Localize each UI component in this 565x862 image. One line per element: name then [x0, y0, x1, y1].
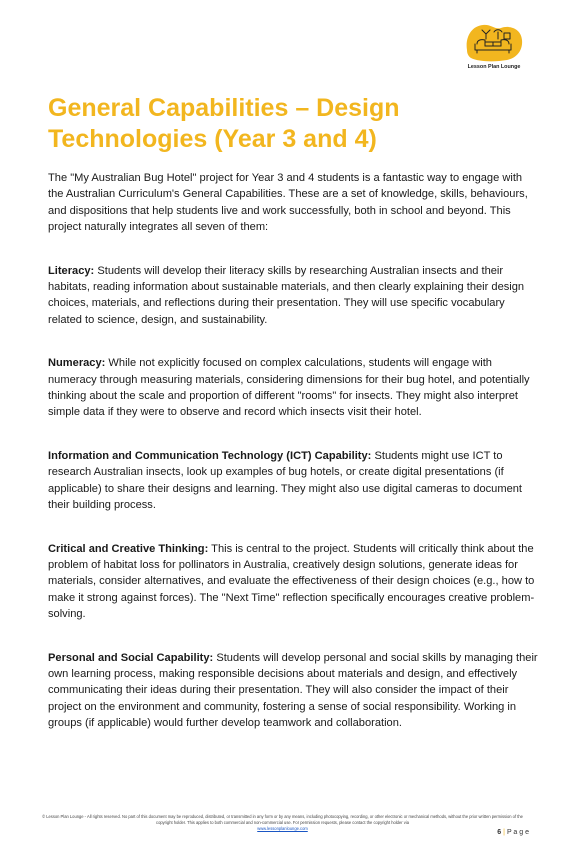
section-personal-social: [48, 650, 538, 732]
page-separator: |: [503, 829, 505, 836]
section-body: Students will develop personal and social skills by managing their own learning process, making responsible decisions about materials and design, and effectively communicating their ideas during their presentation. They will also consider the impact of their project on the environment and community, fostering a sense of social responsibility. Working in groups (if applicable) would further develop teamwork and collaboration.: [48, 651, 538, 730]
page-number-value: 6: [497, 829, 502, 836]
logo: [463, 20, 533, 76]
section-literacy: [48, 263, 538, 329]
section-numeracy: [48, 355, 538, 421]
section-heading: Personal and Social Capability:: [48, 651, 214, 664]
website-link[interactable]: www.lessonplanlounge.com: [257, 826, 308, 831]
page-title: General Capabilities – Design Technologies (Year 3 and 4): [48, 94, 400, 153]
section-ict: [48, 448, 538, 514]
document-body: [48, 170, 538, 759]
copyright-footer: [40, 814, 525, 832]
page-label: P a g e: [506, 829, 529, 836]
section-body: Students will develop their literacy skills by researching Australian insects and their habitats, reading information about sustainable materials, and then clearly explaining their design choices, materials, and reflections during their presentation. They will use specific vocabulary related to science, design, and sustainability.: [48, 264, 525, 326]
section-critical-creative: [48, 541, 538, 623]
section-body: This is central to the project. Students will critically think about the problem of habitat loss for pollinators in Australia, creatively design solutions, generate ideas for materials, consider alternatives, and evaluate the effectiveness of their design choices (e.g., how to make it strong against forces). The "Next Time" reflection specifically encourages creative problem-solving.: [48, 542, 535, 621]
page-number: [497, 829, 529, 836]
intro-paragraph: The "My Australian Bug Hotel" project for Year 3 and 4 students is a fantastic way to engage with the Australian Curriculum's General Capabilities. These are a set of knowledge, skills, behaviours, and dispositions that help students live and work successfully, both in school and beyond. This project naturally integrates all seven of them:: [48, 172, 528, 234]
section-heading: Information and Communication Technology (ICT) Capability:: [48, 449, 372, 462]
logo-text: Lesson Plan Lounge: [467, 64, 521, 70]
section-body: Students might use ICT to research Australian insects, look up examples of bug hotels, or create digital presentations (if applicable) to share their designs and learning. They might also use digital cameras to document their building process.: [48, 449, 523, 512]
copyright-text: © Lesson Plan Lounge - All rights reserved. No part of this document may be reproduced, distributed, or transmitted in any form or by any means, including photocopying, recording, or other electronic or mechanical methods, without the prior written permission of the copyright holder. This applies to both commercial and non-commercial use. For permission requests, please contact the copyright holder via: [42, 814, 523, 825]
section-heading: Numeracy:: [48, 357, 106, 370]
section-heading: Literacy:: [48, 264, 95, 277]
section-heading: Critical and Creative Thinking:: [48, 542, 209, 555]
section-body: While not explicitly focused on complex calculations, students will engage with numeracy through measuring materials, considering dimensions for their bug hotel, and potentially thinking about the scale and proportion of different "rooms" for insects. They might also interpret simple data if they were to observe and record which insects visit their hotel.: [48, 357, 530, 419]
sofa-logo-icon: [463, 20, 525, 64]
